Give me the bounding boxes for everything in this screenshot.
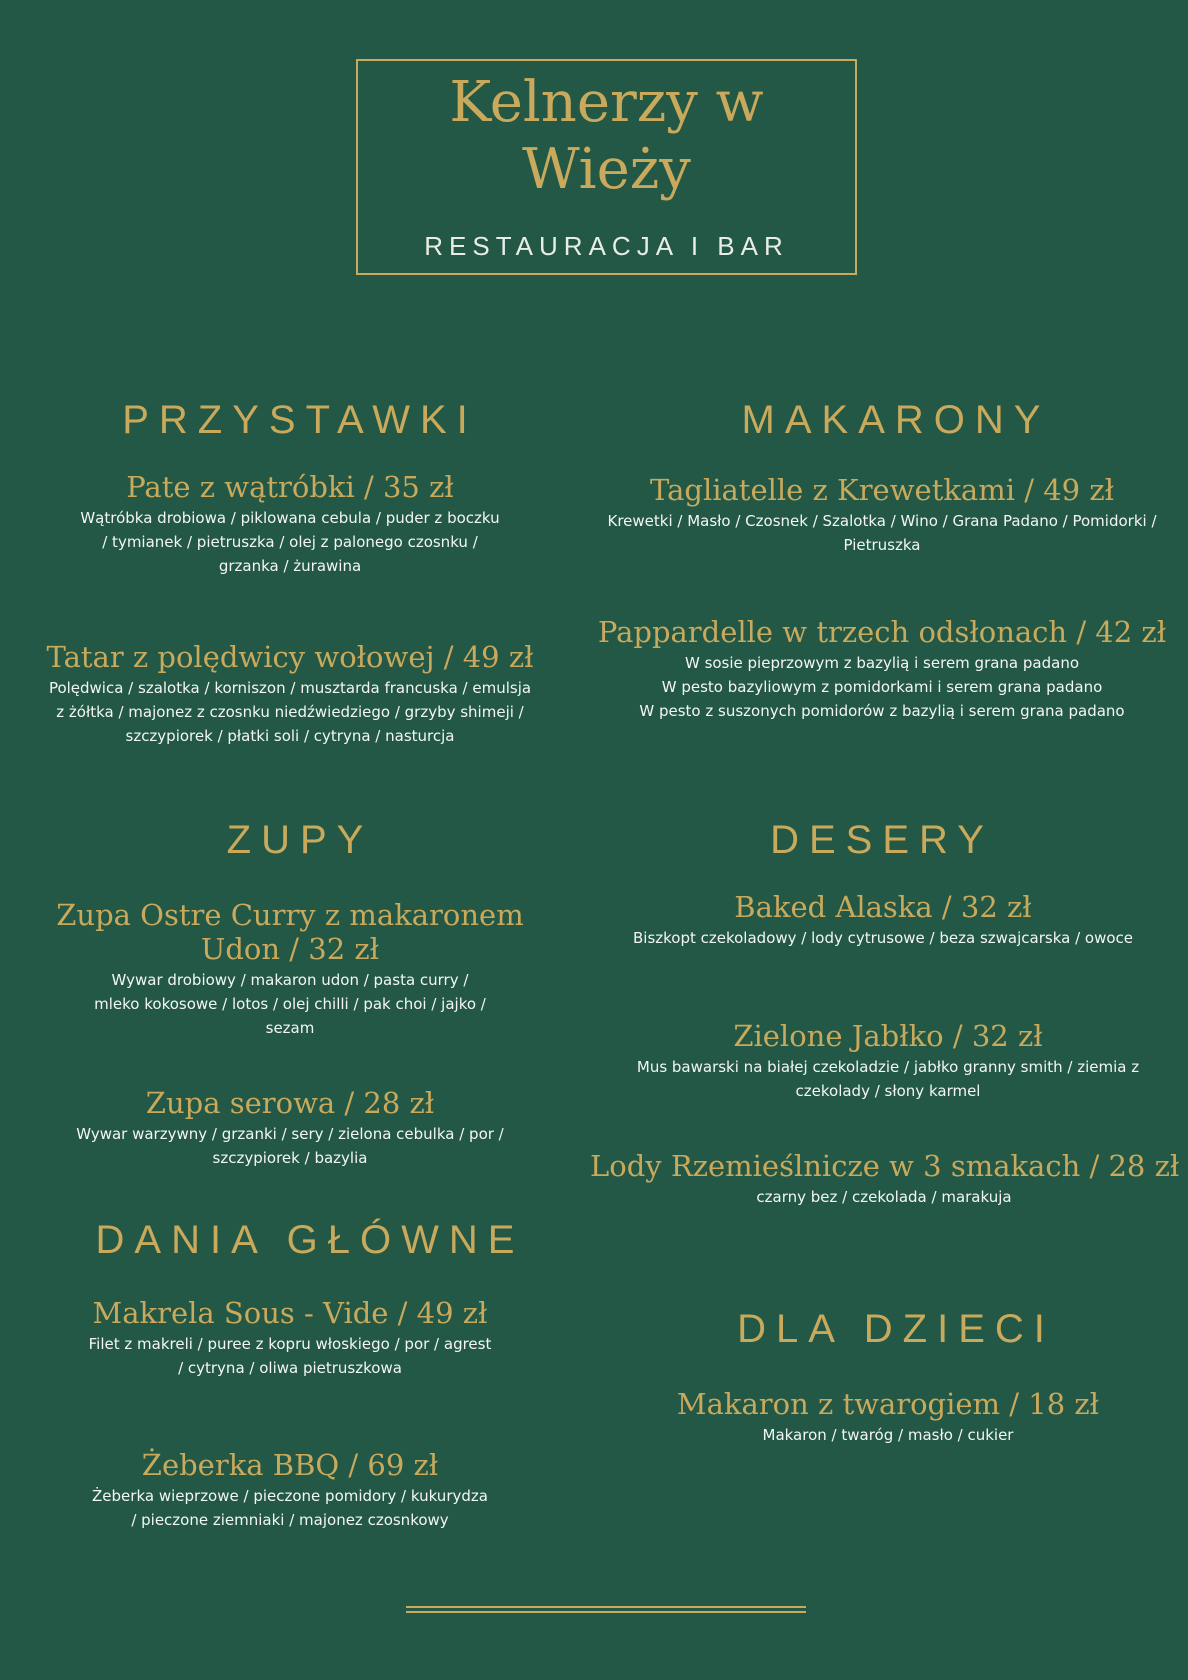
menu-item-description: Biszkopt czekoladowy / lody cytrusowe / beza szwajcarska / owoce	[632, 929, 1133, 947]
restaurant-subtitle: RESTAURACJA I BAR	[424, 231, 789, 261]
menu-item-pate	[48, 470, 532, 578]
menu-item-name: Zupa serowa / 28 zł	[145, 1086, 435, 1120]
menu-item-description: czarny bez / czekolada / marakuja	[756, 1188, 1012, 1206]
menu-item-description: W sosie pieprzowym z bazylią i serem grana padano W pesto bazyliowym z pomidorkami i serem grana padano W pesto z suszonych pomidorów z bazylią i serem grana padano	[639, 654, 1125, 720]
menu-item-name: Zupa Ostre Curry z makaronem Udon / 32 zł	[56, 898, 524, 966]
menu-item-tagliatelle	[602, 473, 1162, 557]
menu-item-name: Lody Rzemieślnicze w 3 smakach / 28 zł	[590, 1149, 1180, 1183]
menu-item-zupa-serowa	[48, 1086, 532, 1170]
restaurant-title-box	[356, 59, 857, 275]
menu-item-description: Krewetki / Masło / Czosnek / Szalotka / Wino / Grana Padano / Pomidorki / Pietruszka	[607, 512, 1157, 554]
menu-item-name: Makrela Sous - Vide / 49 zł	[92, 1296, 488, 1330]
menu-item-description: Wywar warzywny / grzanki / sery / zielona cebulka / por / szczypiorek / bazylia	[76, 1125, 504, 1167]
footer-divider-line	[406, 1606, 806, 1608]
menu-item-description: Polędwica / szalotka / korniszon / musztarda francuska / emulsja z żółtka / majonez z czosnku niedźwiedziego / grzyby shimeji / szczypiorek / płatki soli / cytryna / nasturcja	[48, 679, 532, 745]
section-heading-dania-glowne: DANIA GŁÓWNE	[95, 1218, 525, 1262]
menu-item-zielone-jablko	[608, 1019, 1168, 1103]
menu-item-makrela	[48, 1296, 532, 1380]
menu-item-tatar	[32, 640, 548, 748]
menu-item-name: Żeberka BBQ / 69 zł	[141, 1448, 439, 1482]
menu-item-lody	[590, 1149, 1178, 1209]
menu-item-name: Zielone Jabłko / 32 zł	[733, 1019, 1043, 1053]
section-heading-dla-dzieci: DLA DZIECI	[737, 1307, 1055, 1351]
menu-item-description: Wątróbka drobiowa / piklowana cebula / puder z boczku / tymianek / pietruszka / olej z palonego czosnku / grzanka / żurawina	[80, 509, 500, 575]
menu-item-name: Tagliatelle z Krewetkami / 49 zł	[650, 473, 1114, 507]
section-heading-makarony: MAKARONY	[741, 398, 1051, 442]
menu-item-name: Pate z wątróbki / 35 zł	[126, 470, 454, 504]
restaurant-name: Kelnerzy w Wieży	[449, 70, 764, 202]
menu-item-zeberka	[48, 1448, 532, 1532]
menu-item-name: Tatar z polędwicy wołowej / 49 zł	[46, 640, 534, 674]
menu-item-description: Filet z makreli / puree z kopru włoskiego / por / agrest / cytryna / oliwa pietruszkowa	[88, 1335, 492, 1377]
footer-divider-line	[406, 1611, 806, 1613]
menu-item-makaron-z-twarogiem	[608, 1387, 1168, 1447]
menu-item-name: Pappardelle w trzech odsłonach / 42 zł	[597, 615, 1167, 649]
menu-item-description: Mus bawarski na białej czekoladzie / jabłko granny smith / ziemia z czekolady / słony karmel	[636, 1058, 1140, 1100]
section-heading-desery: DESERY	[770, 818, 994, 862]
menu-item-zupa-curry	[48, 898, 532, 1040]
menu-item-description: Żeberka wieprzowe / pieczone pomidory / kukurydza / pieczone ziemniaki / majonez czosnkowy	[92, 1487, 488, 1529]
menu-item-baked-alaska	[598, 890, 1168, 950]
section-heading-przystawki: PRZYSTAWKI	[122, 398, 478, 442]
section-heading-zupy: ZUPY	[226, 818, 374, 862]
menu-item-name: Makaron z twarogiem / 18 zł	[676, 1387, 1100, 1421]
menu-item-description: Makaron / twaróg / masło / cukier	[762, 1426, 1014, 1444]
menu-item-description: Wywar drobiowy / makaron udon / pasta curry / mleko kokosowe / lotos / olej chilli / pak choi / jajko / sezam	[94, 971, 486, 1037]
menu-item-pappardelle	[596, 615, 1168, 723]
menu-item-name: Baked Alaska / 32 zł	[734, 890, 1032, 924]
